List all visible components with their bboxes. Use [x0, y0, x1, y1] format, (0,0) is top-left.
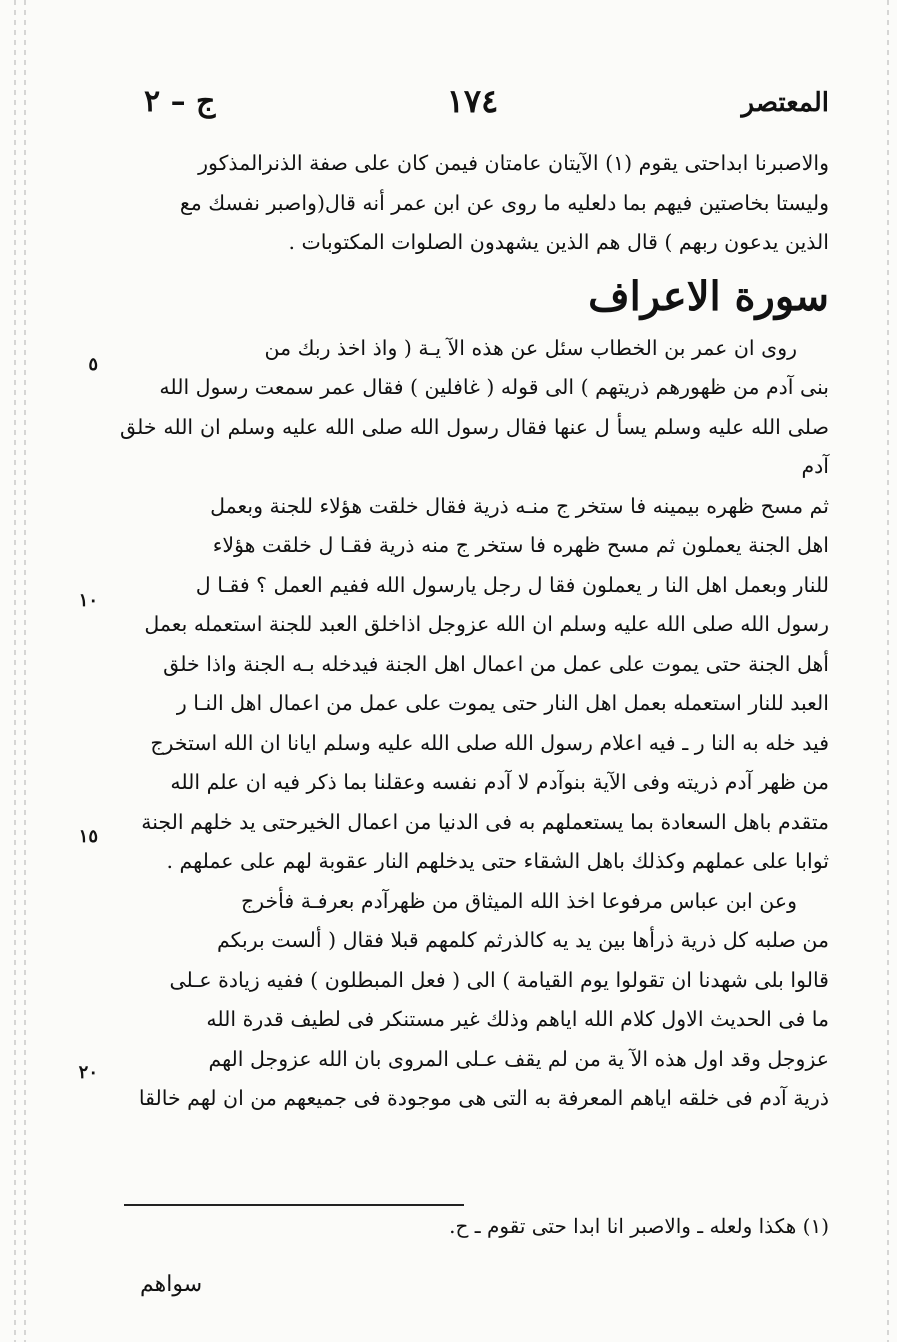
text-line: عزوجل وقد اول هذه الآ ية من لم يقف عـلى المروى بان الله عزوجل الهم: [208, 1046, 829, 1071]
text-line: من صلبه كل ذرية ذرأها بين يد يه كالذرثم كلمهم قبلا فقال ( ألست بربكم: [217, 928, 829, 952]
text-line: ما فى الحديث الاول كلام الله اياهم وذلك غير مستنكر فى لطيف قدرة الله: [206, 1007, 829, 1031]
text-line: بنى آدم من ظهورهم ذريتهم ) الى قوله ( غافلين ) فقال عمر سمعت رسول الله: [159, 375, 829, 399]
surah-heading: سورة الاعراف: [588, 272, 829, 320]
footnote-divider: [124, 1204, 464, 1206]
scan-edge-left: [14, 0, 16, 1342]
text-line: وليستا بخاصتين فيهم بما دلعليه ما روى عن ابن عمر أنه قال(واصبر نفسك مع: [179, 190, 829, 215]
footnote: (١) هكذا ولعله ـ والاصبر انا ابدا حتى تقوم ـ ح.: [449, 1214, 829, 1238]
line-number-15: ١٥: [78, 826, 98, 847]
line-number-20: ٢٠: [78, 1062, 98, 1083]
document-page: [78, 82, 835, 1322]
text-line: اهل الجنة يعملون ثم مسح ظهره فا ستخر ج منه ذرية فقـا ل خلقت هؤلاء: [212, 533, 829, 557]
catchword: سواهم: [140, 1272, 203, 1297]
text-line: العبد للنار استعمله بعمل اهل النار حتى يموت على عمل من اعمال اهل النـا ر: [176, 691, 829, 715]
page-header: [110, 82, 835, 130]
main-text: [120, 144, 829, 1119]
page-number: ١٧٤: [446, 82, 499, 120]
scan-edge-right: [887, 0, 889, 1342]
text-line: والاصبرنا ابداحتى يقوم (١) الآيتان عامتان فيمن كان على صفة الذنرالمذكور: [198, 151, 829, 175]
line-number-5: ٥: [88, 354, 98, 375]
text-line: ثم مسح ظهره بيمينه فا ستخر ج منـه ذرية فقال خلقت هؤلاء للجنة وبعمل: [210, 493, 829, 518]
text-line: وعن ابن عباس مرفوعا اخذ الله الميثاق من ظهرآدم بعرفـة فأخرج: [240, 888, 797, 913]
book-title: المعتصر: [741, 88, 829, 118]
text-line: ذرية آدم فى خلقه اياهم المعرفة به التى هى موجودة فى جميعهم من ان لهم خالقا: [138, 1086, 829, 1110]
text-line: للنار وبعمل اهل النا ر يعملون فقا ل رجل يارسول الله ففيم العمل ؟ فقـا ل: [195, 572, 829, 597]
volume-label: ج – ٢: [144, 84, 216, 119]
text-line: متقدم باهل السعادة بما يستعملهم به فى الدنيا من اعمال الخيرحتى يد خلهم الجنة: [141, 809, 829, 834]
text-line: فيد خله به النا ر ـ فيه اعلام رسول الله صلى الله عليه وسلم ايانا ان الله استخرج: [150, 730, 829, 755]
text-line: قالوا بلى شهدنا ان تقولوا يوم القيامة ) الى ( فعل المبطلون ) ففيه زيادة عـلى: [169, 967, 829, 992]
text-line: رسول الله صلى الله عليه وسلم ان الله عزوجل اذاخلق العبد للجنة استعمله بعمل: [144, 612, 829, 636]
text-line: ثوابا على عملهم وكذلك باهل الشقاء حتى يدخلهم النار عقوبة لهم على عملهم .: [166, 849, 829, 873]
text-line: من ظهر آدم ذريته وفى الآية بنوآدم لا آدم نفسه وعقلنا بما ذكر فيه ان علم الله: [170, 770, 829, 794]
text-line: صلى الله عليه وسلم يسأ ل عنها فقال رسول الله صلى الله عليه وسلم ان الله خلق آدم: [120, 414, 829, 478]
text-line: الذين يدعون ربهم ) قال هم الذين يشهدون الصلوات المكتوبات .: [288, 230, 829, 254]
scan-edge-left-inner: [24, 0, 26, 1342]
text-line: أهل الجنة حتى يموت على عمل من اعمال اهل الجنة فيدخله بـه الجنة واذا خلق: [163, 651, 829, 676]
text-line: روى ان عمر بن الخطاب سئل عن هذه الآ يـة ( واذ اخذ ربك من: [264, 335, 797, 360]
line-number-10: ١٠: [78, 590, 98, 611]
